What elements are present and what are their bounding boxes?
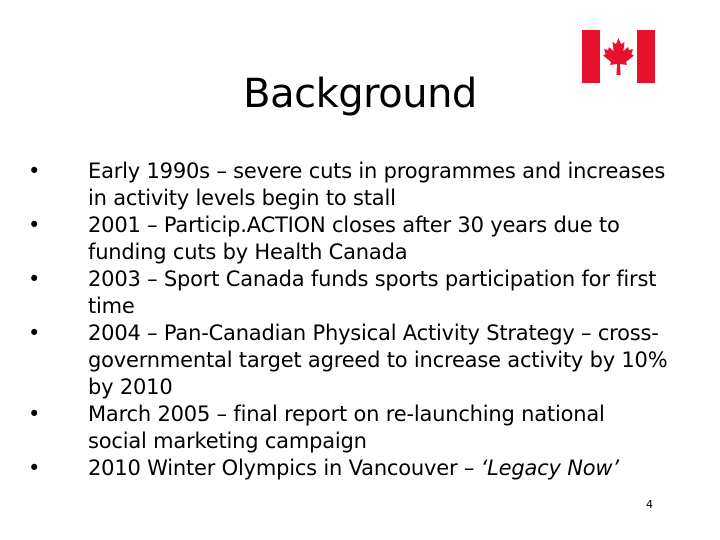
- bullet-glyph: •: [28, 321, 41, 345]
- bullet-text: Early 1990s – severe cuts in programmes and increases in activity levels begin to stall: [88, 159, 666, 210]
- bullet-glyph: •: [28, 402, 41, 426]
- bullet-list: [28, 158, 668, 482]
- bullet-text: [88, 455, 668, 482]
- bullet-glyph: •: [28, 456, 41, 480]
- bullet-item: [28, 158, 668, 212]
- bullet-item: [28, 320, 668, 401]
- bullet-item: [28, 455, 668, 482]
- bullet-text: March 2005 – final report on re-launching national social marketing campaign: [88, 402, 605, 453]
- bullet-glyph: •: [28, 267, 41, 291]
- bullet-text: 2004 – Pan-Canadian Physical Activity Strategy – cross-governmental target agreed to increase activity by 10% by 2010: [88, 321, 668, 399]
- bullet-glyph: •: [28, 159, 41, 183]
- slide-title: Background: [243, 71, 477, 117]
- bullet-text-plain: 2010 Winter Olympics in Vancouver –: [88, 456, 481, 480]
- flag-left-band: [582, 30, 600, 83]
- flag-right-band: [637, 30, 655, 83]
- bullet-item: [28, 401, 668, 455]
- bullet-text: 2003 – Sport Canada funds sports participation for first time: [88, 267, 657, 318]
- bullet-text: 2001 – Particip.ACTION closes after 30 years due to funding cuts by Health Canada: [88, 213, 620, 264]
- bullet-item: [28, 212, 668, 266]
- bullet-glyph: •: [28, 213, 41, 237]
- canada-flag-icon: [582, 30, 655, 83]
- legacy-now-emphasis: ‘Legacy Now’: [480, 456, 619, 480]
- bullet-item: [28, 266, 668, 320]
- page-number: 4: [646, 498, 653, 511]
